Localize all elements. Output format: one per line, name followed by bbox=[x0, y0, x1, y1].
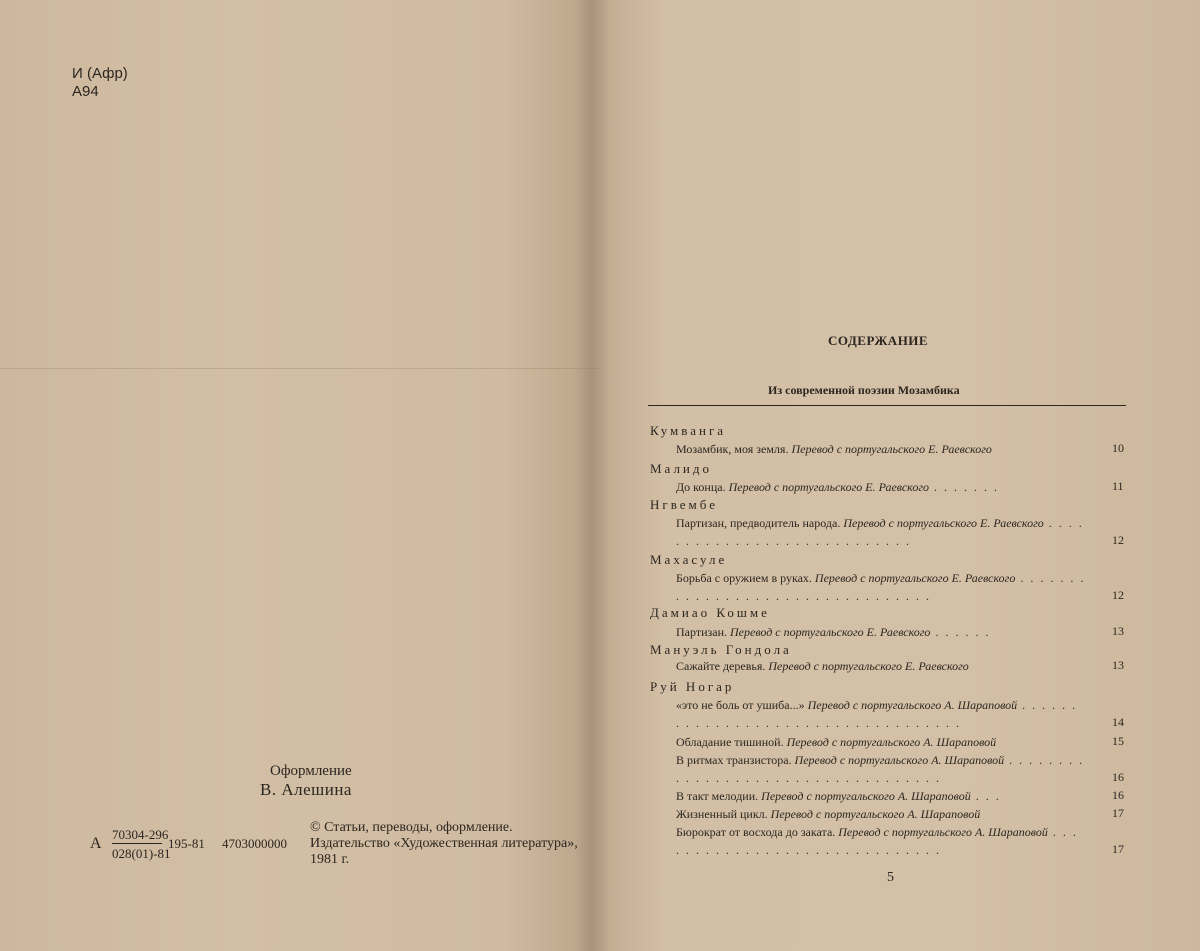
toc-author: Мануэль Гондола bbox=[650, 642, 792, 657]
toc-entry-title: Обладание тишиной. bbox=[676, 735, 784, 749]
toc-entry-title: Борьба с оружием в руках. bbox=[676, 571, 812, 585]
toc-page-number: 14 bbox=[1112, 715, 1124, 729]
contents-subtitle: Из современной поэзии Мозамбика bbox=[768, 383, 960, 397]
toc-entry-title: В ритмах транзистора. bbox=[676, 753, 792, 767]
toc-entry-translation: Перевод с португальского А. Шараповой bbox=[794, 753, 1005, 767]
toc-entry-title: Партизан. bbox=[676, 625, 727, 639]
fold-crease bbox=[0, 368, 600, 369]
toc-page-number: 13 bbox=[1112, 624, 1124, 638]
toc-entry-translation: Перевод с португальского Е. Раевского bbox=[843, 516, 1044, 530]
toc-author: Малидо bbox=[650, 461, 713, 476]
toc-entry bbox=[676, 733, 1086, 751]
design-label: Оформление bbox=[270, 763, 352, 779]
toc-author: Кумванга bbox=[650, 423, 727, 438]
imprint-middle-code: 195-81 bbox=[168, 836, 205, 851]
toc-page-number: 16 bbox=[1112, 770, 1124, 784]
toc-entry-title: До конца. bbox=[676, 480, 726, 494]
toc-entry-leader: . . . . . . . . . . . . . . . . . . . . . . . . . . . . . . . . . bbox=[676, 571, 1086, 603]
toc-entry-title: Сажайте деревья. bbox=[676, 659, 766, 673]
toc-entry bbox=[676, 696, 1086, 732]
toc-entry-leader: . . . . . . . . . . . . . . . . . . . . . . . . . . . . . . . . . . . bbox=[676, 753, 1085, 785]
toc-entry-title: Жизненный цикл. bbox=[676, 807, 768, 821]
toc-page-number: 10 bbox=[1112, 441, 1124, 455]
contents-rule bbox=[648, 405, 1126, 406]
toc-entry-translation: Перевод с португальского А. Шараповой bbox=[807, 698, 1018, 712]
imprint-fraction-line bbox=[112, 843, 162, 844]
imprint-letter: А bbox=[90, 835, 102, 852]
classification-line-1: И (Афр) bbox=[72, 65, 128, 82]
classification-code bbox=[72, 65, 128, 101]
contents-title: СОДЕРЖАНИЕ bbox=[828, 333, 929, 348]
toc-entry-translation: Перевод с португальского Е. Раевского bbox=[730, 625, 931, 639]
toc-entry bbox=[676, 657, 1086, 675]
toc-entry bbox=[676, 623, 1086, 641]
left-page bbox=[0, 0, 592, 951]
toc-entry-leader: . . . . . . . . . . . . . . . . . . . . . . . . . . . . . . . . . . . bbox=[676, 698, 1078, 730]
toc-entry-leader: . . . bbox=[970, 789, 1001, 803]
copyright-notice: © Статьи, переводы, оформление. Издательство «Художественная литература», 1981 г. bbox=[310, 820, 578, 867]
toc-entry-title: «это не боль от ушиба...» bbox=[676, 698, 805, 712]
toc-entry-leader: . . . . . . . bbox=[929, 480, 1000, 494]
toc-page-number: 17 bbox=[1112, 806, 1124, 820]
imprint-denominator: 028(01)-81 bbox=[112, 846, 171, 861]
toc-entry-title: Мозамбик, моя земля. bbox=[676, 442, 789, 456]
toc-entry bbox=[676, 805, 1086, 823]
toc-page-number: 12 bbox=[1112, 533, 1124, 547]
toc-entry-translation: Перевод с португальского А. Шараповой bbox=[761, 789, 971, 803]
toc-page-number: 16 bbox=[1112, 788, 1124, 802]
toc-entry bbox=[676, 514, 1086, 550]
toc-author: Махасуле bbox=[650, 552, 728, 567]
toc-entry-leader: . . . . . . . . . . . . . . . . . . . . . . . . . . . . bbox=[676, 516, 1084, 548]
designer-name: В. Алешина bbox=[260, 780, 352, 799]
toc-entry bbox=[676, 569, 1086, 605]
page-number: 5 bbox=[887, 870, 894, 885]
toc-entry bbox=[676, 787, 1086, 805]
imprint-numerator: 70304-296 bbox=[112, 827, 169, 842]
toc-entry-translation: Перевод с португальского Е. Раевского bbox=[791, 442, 992, 456]
toc-entry-title: В такт мелодии. bbox=[676, 789, 759, 803]
toc-entry-translation: Перевод с португальского А. Шараповой bbox=[786, 735, 997, 749]
toc-entry-leader: . . . . . . . . . . . . . . . . . . . . . . . . . . . . . . bbox=[676, 825, 1078, 857]
toc-author: Дамиао Кошме bbox=[650, 605, 770, 620]
toc-entry-translation: Перевод с португальского А. Шараповой bbox=[838, 825, 1048, 839]
toc-entry-translation: Перевод с португальского Е. Раевского bbox=[814, 571, 1016, 585]
toc-author: Нгвембе bbox=[650, 497, 718, 512]
toc-page-number: 15 bbox=[1112, 734, 1124, 748]
toc-entry-translation: Перевод с португальского А. Шараповой bbox=[770, 807, 981, 821]
toc-author: Руй Ногар bbox=[650, 679, 735, 694]
toc-entry bbox=[676, 478, 1086, 496]
toc-entry bbox=[676, 823, 1086, 859]
toc-page-number: 11 bbox=[1112, 479, 1124, 493]
toc-entry-title: Бюрократ от восхода до заката. bbox=[676, 825, 836, 839]
toc-entry-leader: . . . . . . bbox=[930, 625, 991, 639]
toc-entry bbox=[676, 440, 1086, 458]
classification-line-2: А94 bbox=[72, 83, 99, 100]
toc-page-number: 12 bbox=[1112, 588, 1124, 602]
toc-entry-title: Партизан, предводитель народа. bbox=[676, 516, 841, 530]
toc-entry-translation: Перевод с португальского Е. Раевского bbox=[728, 480, 930, 494]
toc-page-number: 13 bbox=[1112, 658, 1124, 672]
toc-entry-translation: Перевод с португальского Е. Раевского bbox=[768, 659, 969, 673]
toc-page-number: 17 bbox=[1112, 842, 1124, 856]
imprint-code: 4703000000 bbox=[222, 836, 287, 851]
toc-entry bbox=[676, 751, 1086, 787]
